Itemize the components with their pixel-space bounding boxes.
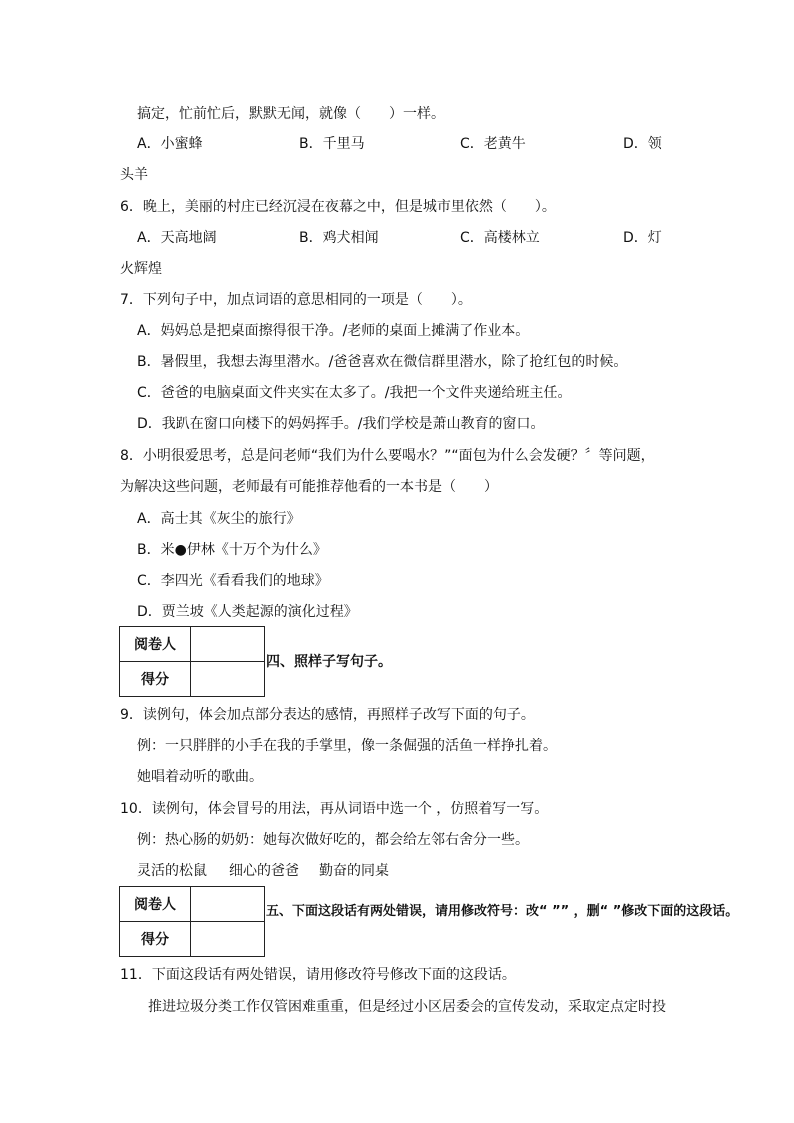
q5-option-a[interactable]: A．小蜜蜂 (137, 136, 203, 152)
q10-word-2[interactable]: 细心的爸爸 (229, 863, 299, 879)
q10-example: 例：热心肠的奶奶：她每次做好吃的，都会给左邻右舍分一些。 (137, 832, 529, 848)
q5-option-b[interactable]: B．千里马 (299, 136, 365, 152)
reviewer-cell[interactable] (191, 887, 265, 922)
q7-option-c[interactable]: C．爸爸的电脑桌面文件夹实在太多了。/我把一个文件夹递给班主任。 (137, 385, 572, 401)
q5-option-d-wrap: 头羊 (120, 167, 148, 183)
q6-option-c[interactable]: C．高楼林立 (460, 230, 540, 246)
section5-title: 五、下面这段话有两处错误，请用修改符号：改“ ”” ，删“ ”修改下面的这段话。 (266, 904, 739, 919)
q9-task: 她唱着动听的歌曲。 (137, 769, 263, 785)
score-box-section4 (119, 626, 265, 697)
q9-example: 例：一只胖胖的小手在我的手掌里，像一条倔强的活鱼一样挣扎着。 (137, 738, 557, 754)
reviewer-cell[interactable] (191, 627, 265, 662)
q10-stem: 10．读例句，体会冒号的用法，再从词语中选一个 ，仿照着写一写。 (120, 801, 549, 817)
q10-word-3[interactable]: 勤奋的同桌 (319, 863, 389, 879)
q6-option-a[interactable]: A．天高地阔 (137, 230, 217, 246)
q7-stem: 7．下列句子中，加点词语的意思相同的一项是（ ）。 (120, 292, 472, 308)
q6-option-d-wrap: 火辉煌 (120, 261, 162, 277)
q5-option-d[interactable]: D．领 (623, 136, 662, 152)
q8-option-d[interactable]: D．贾兰坡《人类起源的演化过程》 (137, 604, 358, 620)
q7-option-d[interactable]: D．我趴在窗口向楼下的妈妈挥手。/我们学校是萧山教育的窗口。 (137, 416, 545, 432)
q11-stem: 11．下面这段话有两处错误，请用修改符号修改下面的这段话。 (120, 967, 516, 983)
q8-stem-line1: 8．小明很爱思考，总是问老师“我们为什么要喝水？”“面包为什么会发硬？〞等问题， (120, 448, 655, 464)
score-box-section5 (119, 886, 265, 957)
q5-stem-continuation: 搞定，忙前忙后，默默无闻，就像（ ）一样。 (137, 106, 445, 122)
score-label: 得分 (120, 662, 191, 697)
q7-option-b[interactable]: B．暑假里，我想去海里潜水。/爸爸喜欢在微信群里潜水，除了抢红包的时候。 (137, 354, 628, 370)
score-cell[interactable] (191, 662, 265, 697)
score-cell[interactable] (191, 922, 265, 957)
q6-option-d[interactable]: D．灯 (623, 230, 662, 246)
q8-option-b[interactable]: B．米●伊林《十万个为什么》 (137, 542, 327, 558)
q8-stem-line2: 为解决这些问题，老师最有可能推荐他看的一本书是（ ） (120, 479, 498, 495)
q8-option-c[interactable]: C．李四光《看看我们的地球》 (137, 573, 329, 589)
q6-option-b[interactable]: B．鸡犬相闻 (299, 230, 379, 246)
section4-title: 四、照样子写句子。 (266, 654, 392, 670)
score-label: 得分 (120, 922, 191, 957)
q8-option-a[interactable]: A．高士其《灰尘的旅行》 (137, 511, 301, 527)
q11-text: 推进垃圾分类工作仅管困难重重，但是经过小区居委会的宣传发动，采取定点定时投 (148, 999, 666, 1015)
q9-stem: 9．读例句，体会加点部分表达的感情，再照样子改写下面的句子。 (120, 707, 535, 723)
q5-option-c[interactable]: C．老黄牛 (460, 136, 526, 152)
reviewer-label: 阅卷人 (120, 887, 191, 922)
q6-stem: 6．晚上，美丽的村庄已经沉浸在夜幕之中，但是城市里依然（ ）。 (120, 199, 556, 215)
q10-word-1[interactable]: 灵活的松鼠 (137, 863, 207, 879)
q7-option-a[interactable]: A．妈妈总是把桌面擦得很干净。/老师的桌面上摊满了作业本。 (137, 323, 530, 339)
reviewer-label: 阅卷人 (120, 627, 191, 662)
